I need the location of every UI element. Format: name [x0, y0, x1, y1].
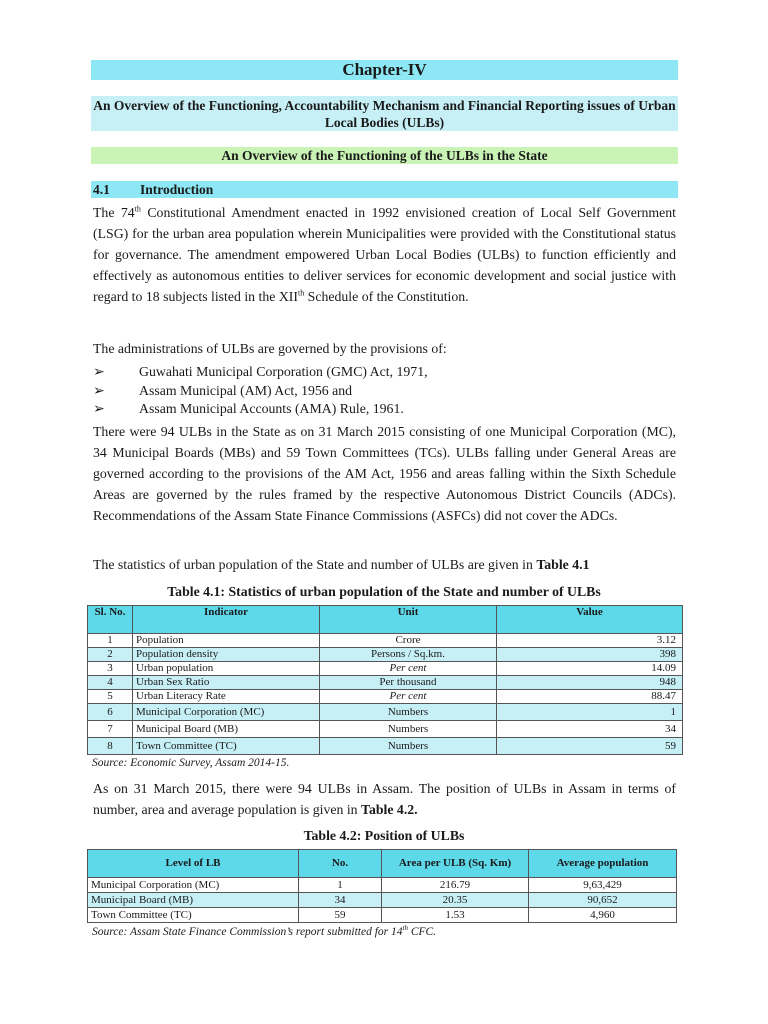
- table-row: 3 Urban population Per cent 14.09: [88, 662, 683, 676]
- table-row: Municipal Corporation (MC) 1 216.79 9,63,429: [88, 878, 677, 893]
- section-heading: [91, 181, 678, 198]
- arrow-bullet-icon: ➢: [93, 401, 105, 416]
- table-header: Sl. No.: [88, 606, 133, 634]
- table2-caption: Table 4.2: Position of ULBs: [303, 828, 465, 843]
- table-row: 8 Town Committee (TC) Numbers 59: [88, 738, 683, 755]
- arrow-bullet-icon: ➢: [93, 364, 105, 379]
- intro-paragraph-3: There were 94 ULBs in the State as on 31 March 2015 consisting of one Municipal Corporation (MC), 34 Municipal Boards (MBs) and 59 Town Committees (TCs). ULBs falling under General Areas are governed according to the provisions of the AM Act, 1956 and areas falling within the Sixth Schedule Areas are governed by the rules framed by the respective Autonomous District Councils (ADCs). Recommendations of the Assam State Finance Commissions (ASFCs) did not cover the ADCs.: [93, 424, 676, 523]
- chapter-subtitle: An Overview of the Functioning, Accountability Mechanism and Financial Reporting issues of Urban Local Bodies (ULBs): [91, 96, 678, 131]
- table-header: Level of LB: [88, 850, 299, 878]
- table-row: 5 Urban Literacy Rate Per cent 88.47: [88, 690, 683, 704]
- table-row: 6 Municipal Corporation (MC) Numbers 1: [88, 704, 683, 721]
- arrow-bullet-icon: ➢: [93, 383, 105, 398]
- table-4-1: [87, 605, 683, 755]
- section-number: 4.1: [93, 182, 110, 197]
- paragraph-5: As on 31 March 2015, there were 94 ULBs in Assam. The position of ULBs in Assam in terms of number, area and average population is given in Table 4.2.: [93, 781, 676, 817]
- chapter-heading: Chapter-IV: [91, 60, 678, 80]
- table-row: Municipal Board (MB) 34 20.35 90,652: [88, 893, 677, 908]
- table1-caption: Table 4.1: Statistics of urban population of the State and number of ULBs: [167, 584, 601, 599]
- table-row: 2 Population density Persons / Sq.km. 398: [88, 648, 683, 662]
- table-header: Indicator: [133, 606, 320, 634]
- table-reference: Table 4.2.: [361, 802, 418, 817]
- table-header: Unit: [320, 606, 497, 634]
- overview-heading: An Overview of the Functioning of the ULBs in the State: [91, 147, 678, 164]
- table-row: 4 Urban Sex Ratio Per thousand 948: [88, 676, 683, 690]
- table-header: Value: [497, 606, 683, 634]
- table-row: 7 Municipal Board (MB) Numbers 34: [88, 721, 683, 738]
- table-4-2: [87, 849, 677, 923]
- intro-paragraph-2: The administrations of ULBs are governed by the provisions of:: [93, 341, 447, 356]
- table-row: Town Committee (TC) 59 1.53 4,960: [88, 908, 677, 923]
- section-title: Introduction: [140, 182, 214, 197]
- table1-source: Source: Economic Survey, Assam 2014-15.: [92, 757, 290, 769]
- intro-paragraph-4: The statistics of urban population of the State and number of ULBs are given in Table 4.1: [93, 557, 590, 572]
- table-header: Area per ULB (Sq. Km): [382, 850, 529, 878]
- table-header: Average population: [529, 850, 677, 878]
- intro-paragraph-1: The 74th Constitutional Amendment enacted in 1992 envisioned creation of Local Self Government (LSG) for the urban area population wherein Municipalities were provided with the Constitutional status for governance. The amendment empowered Urban Local Bodies (ULBs) to function efficiently and effectively as autonomous entities to deliver services for economic development and social justice with regard to 18 subjects listed in the XIIth Schedule of the Constitution.: [93, 204, 676, 304]
- table-header: No.: [299, 850, 382, 878]
- table-reference: Table 4.1: [536, 557, 590, 572]
- table2-source: Source: Assam State Finance Commission’s report submitted for 14th CFC.: [92, 924, 437, 938]
- table-row: 1 Population Crore 3.12: [88, 634, 683, 648]
